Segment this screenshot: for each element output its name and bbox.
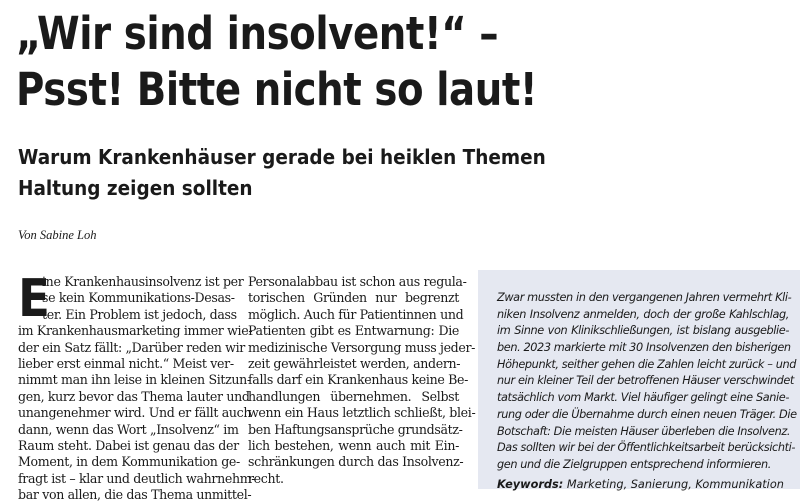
- abstract-text: [497, 290, 797, 474]
- text-line: Personalabbau ist schon aus regula-: [248, 274, 467, 289]
- text-line: möglich. Auch für Patientinnen und: [248, 306, 464, 322]
- text-line: Patienten gibt es Entwarnung: Die: [248, 323, 459, 339]
- text-line: Raum steht. Dabei ist genau das der: [18, 437, 239, 453]
- title-line: „Wir sind insolvent!“ –: [16, 7, 499, 60]
- text-line: se kein Kommunikations-Desas-: [42, 290, 235, 306]
- abstract-line: Zwar mussten in den vergangenen Jahren vermehrt Kli-: [497, 291, 792, 304]
- text-line: dann, wenn das Wort „Insolvenz“ im: [18, 421, 239, 437]
- text-line: ben Haftungsansprüche grundsätz-: [248, 421, 463, 437]
- text-line: torischen Gründen nur begrenzt: [248, 290, 459, 306]
- title-line: Psst! Bitte nicht so laut!: [16, 63, 538, 116]
- text-line: ter. Ein Problem ist jedoch, dass: [42, 306, 237, 322]
- text-line: bar von allen, die das Thema unmittel-: [18, 487, 252, 503]
- text-line: lich bestehen, wenn auch mit Ein-: [248, 437, 459, 453]
- text-line: der ein Satz fällt: „Darüber reden wir: [18, 339, 245, 355]
- body-column-1: [18, 269, 256, 503]
- subtitle-line: Haltung zeigen sollten: [18, 176, 253, 200]
- text-line: falls darf ein Krankenhaus keine Be-: [248, 372, 469, 388]
- text-line: recht.: [248, 470, 284, 486]
- text-line: medizinische Versorgung muss jeder-: [248, 339, 476, 355]
- text-line: fragt ist – klar und deutlich wahrnehm-: [18, 470, 256, 486]
- text-line: unangenehmer wird. Und er fällt auch: [18, 405, 252, 421]
- abstract-line: Botschaft: Die meisten Häuser überleben die Insolvenz.: [497, 424, 791, 438]
- abstract-line: tatsächlich vom Markt. Viel häufiger gelingt eine Sanie-: [497, 391, 789, 405]
- abstract-line: niken Insolvenz anmelden, doch der große Kahlschlag,: [497, 307, 789, 321]
- abstract-line: nur ein kleiner Teil der betroffenen Häuser verschwindet: [497, 374, 794, 388]
- abstract-line: Das sollten wir bei der Öffentlichkeitsarbeit berücksichti-: [497, 441, 796, 455]
- text-line: zeit gewährleistet werden, andern-: [248, 355, 461, 371]
- text-line: lieber erst einmal nicht.“ Meist ver-: [18, 355, 234, 371]
- drop-cap: E: [18, 269, 50, 329]
- text-line: schränkungen durch das Insolvenz-: [248, 454, 464, 470]
- text-line: nimmt man ihn leise in kleinen Sitzun-: [18, 372, 251, 388]
- text-line: im Krankenhausmarketing immer wie-: [18, 323, 253, 339]
- abstract-line: gen und die Zielgruppen entsprechend informieren.: [497, 457, 771, 471]
- byline: Von Sabine Loh: [18, 228, 97, 242]
- text-line: gen, kurz bevor das Thema lauter und: [18, 388, 250, 404]
- text-line: ine Krankenhausinsolvenz ist per: [42, 274, 244, 289]
- abstract-line: im Sinne von Klinikschließungen, ist bislang ausgeblie-: [497, 324, 789, 338]
- article-title: [16, 6, 537, 118]
- subtitle-line: Warum Krankenhäuser gerade bei heiklen Themen: [18, 145, 546, 169]
- keywords-label: Keywords:: [497, 478, 564, 491]
- abstract-line: ben. 2023 markierte mit 30 Insolvenzen den bisherigen: [497, 341, 791, 355]
- text-line: Moment, in dem Kommunikation ge-: [18, 454, 240, 470]
- keywords: [497, 478, 784, 491]
- abstract-line: rung oder die Übernahme durch einen neuen Träger. Die: [497, 407, 797, 421]
- keywords-list: Marketing, Sanierung, Kommunikation: [566, 478, 784, 491]
- article-subtitle: [18, 142, 546, 204]
- text-line: handlungen übernehmen. Selbst: [248, 388, 459, 404]
- text-line: wenn ein Haus letztlich schließt, blei-: [248, 405, 476, 421]
- abstract-line: Höhepunkt, seither gehen die Zahlen leicht zurück – und: [497, 357, 796, 371]
- body-column-2: [248, 274, 476, 487]
